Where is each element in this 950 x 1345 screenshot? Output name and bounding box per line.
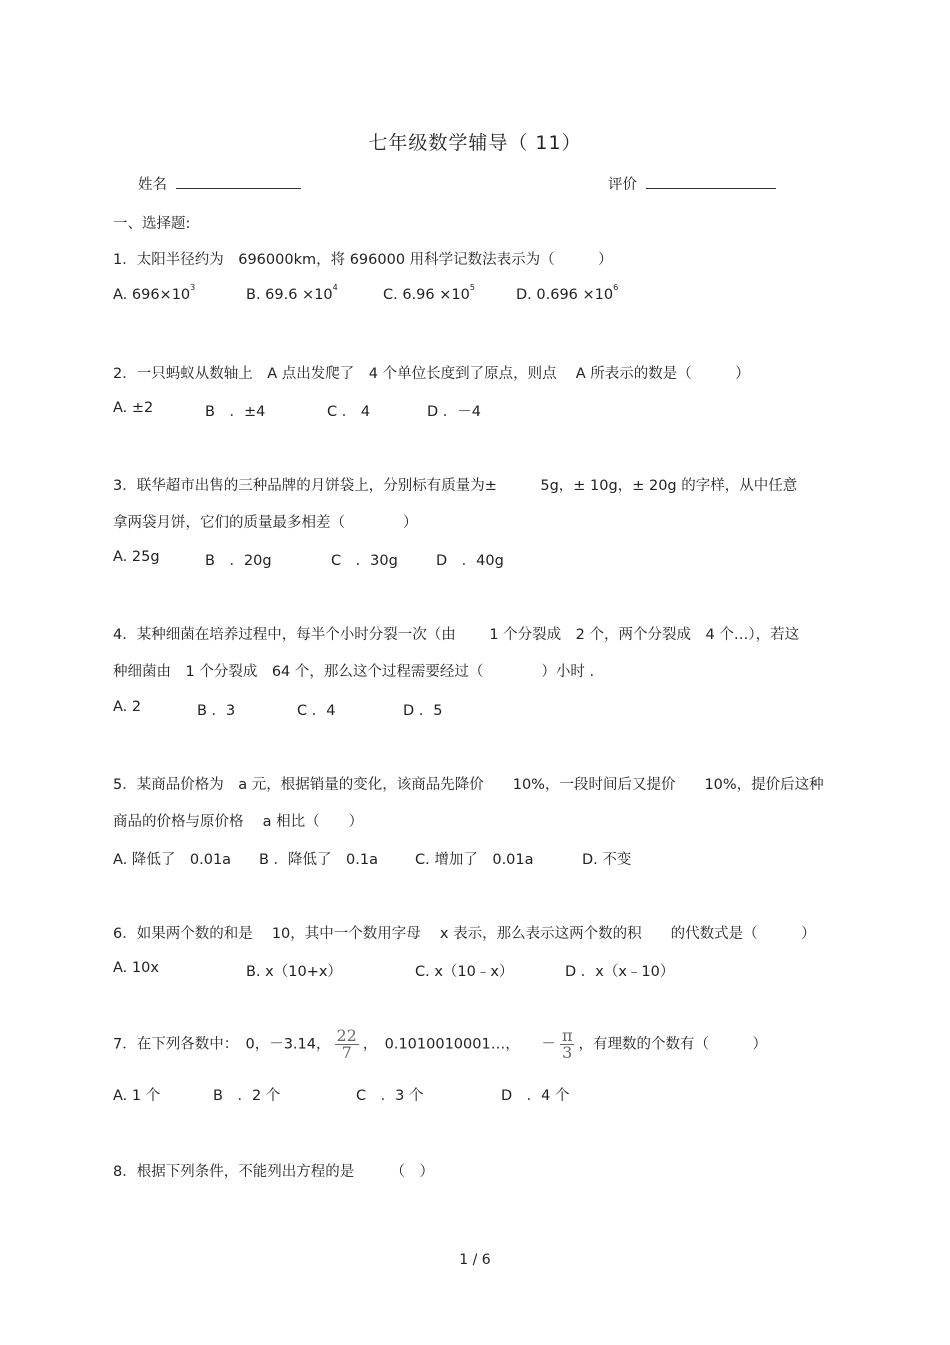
option-c: C ．4: [297, 703, 336, 719]
option-d: D ．40g: [436, 553, 504, 569]
section-heading: 一、选择题:: [113, 216, 191, 232]
option-a: A. 1 个: [113, 1088, 161, 1104]
page-number: 1 / 6: [459, 1252, 491, 1268]
question-6-text: 6．如果两个数的和是 10，其中一个数用字母 x 表示，那么表示这两个数的积 的代数式是（ ）: [113, 926, 816, 942]
option-d: D ．－4: [427, 404, 481, 420]
question-2-text: 2．一只蚂蚁从数轴上 A 点出发爬了 4 个单位长度到了原点，则点 A 所表示的数是（ ）: [113, 366, 750, 382]
question-1-text: 1．太阳半径约为 696000km，将 696000 用科学记数法表示为（ ）: [113, 252, 613, 268]
option-d: D ．x（x﹣10）: [565, 964, 675, 980]
option-c: C ． 4: [327, 404, 371, 420]
question-8-text: 8．根据下列条件，不能列出方程的是 （ ）: [113, 1164, 434, 1180]
option-a: A. $696\times 10^3$: [113, 283, 196, 303]
name-label: 姓名: [138, 177, 167, 193]
option-c: C. x（10﹣x）: [415, 964, 514, 980]
option-d: D ．4 个: [501, 1088, 570, 1104]
score-blank: [646, 174, 776, 189]
name-field: [138, 173, 301, 194]
question-5-text-cont: 商品的价格与原价格 a 相比（ ）: [113, 814, 364, 830]
fraction-pi-3: $\frac{\pi}{3}$: [561, 1026, 573, 1062]
page-title: 七年级数学辅导（ 11）: [368, 132, 582, 154]
option-d: D ．5: [403, 703, 443, 719]
option-b: B ．2 个: [213, 1088, 281, 1104]
question-4-text: 4．某种细菌在培养过程中，每半个小时分裂一次（由 1 个分裂成 2 个，两个分裂成 4 个…），若这: [113, 627, 800, 643]
name-blank: [176, 174, 301, 189]
option-c: C ．3 个: [356, 1088, 424, 1104]
question-3-text-cont: 拿两袋月饼，它们的质量最多相差（ ）: [113, 515, 418, 531]
option-c: C. $6.96 \times 10^5$: [383, 283, 475, 303]
option-a: A. 降低了 0.01a: [113, 852, 232, 868]
option-a: A. 2: [113, 699, 142, 715]
option-b: B ．20g: [205, 553, 272, 569]
option-b: B ．降低了 0.1a: [259, 852, 379, 868]
option-c: C. 增加了 0.01a: [415, 852, 534, 868]
question-7-text: 7．在下列各数中： 0，－3.14， $\frac{22}{7}$ ， 0.1010010001…， － $\frac{\pi}{3}$ ，有理数的个数有（ ）: [113, 1026, 767, 1062]
question-4-text-cont: 种细菌由 1 个分裂成 64 个，那么这个过程需要经过（ ）小时 .: [113, 664, 595, 680]
option-b: B. x（10+x）: [246, 964, 342, 980]
score-label: 评价: [608, 177, 637, 193]
option-d: D. 不变: [582, 852, 632, 868]
option-d: D. $0.696 \times 10^6$: [516, 283, 619, 303]
option-a: A. 25g: [113, 549, 160, 565]
option-b: B ．±4: [205, 404, 266, 420]
option-b: B ．3: [197, 703, 236, 719]
option-a: A. 10x: [113, 960, 159, 976]
question-5-text: 5．某商品价格为 a 元，根据销量的变化，该商品先降价 10%，一段时间后又提价 10%，提价后这种: [113, 777, 824, 793]
fraction-22-7: $\frac{22}{7}$: [336, 1026, 357, 1062]
question-3-text: 3．联华超市出售的三种品牌的月饼袋上，分别标有质量为± 5g，± 10g，± 20g 的字样，从中任意: [113, 478, 798, 494]
option-b: B. $69.6 \times 10^4$: [246, 283, 338, 303]
option-a: A. ±2: [113, 400, 154, 416]
score-field: [608, 173, 776, 194]
option-c: C ．30g: [331, 553, 398, 569]
